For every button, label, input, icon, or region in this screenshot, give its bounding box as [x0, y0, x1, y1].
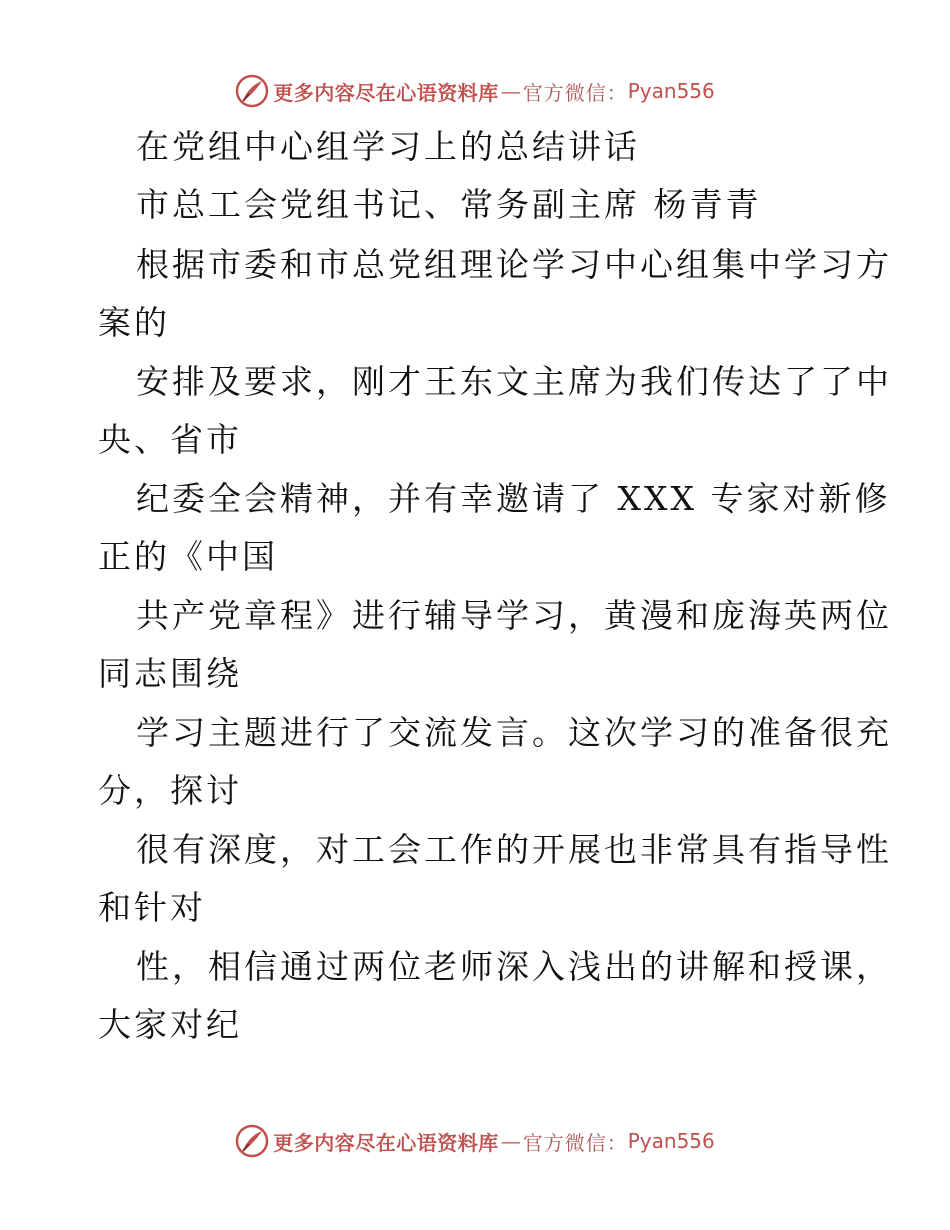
header-banner: [0, 71, 950, 111]
doc-line: 分，探讨: [98, 771, 242, 810]
doc-line: 共产党章程》进行辅导学习，黄漫和庞海英两位: [136, 596, 892, 635]
doc-line: 根据市委和市总党组理论学习中心组集中学习方: [136, 245, 892, 284]
doc-line: 央、省市: [98, 420, 242, 459]
doc-line: 和针对: [98, 888, 206, 927]
doc-line: 安排及要求，刚才王东文主席为我们传达了了中: [136, 362, 892, 401]
doc-line: 纪委全会精神，并有幸邀请了 XXX 专家对新修: [136, 479, 891, 518]
doc-line: 很有深度，对工会工作的开展也非常具有指导性: [136, 830, 892, 869]
banner-title: 更多内容尽在心语资料库: [273, 1130, 499, 1155]
wechat-id: Pyan556: [627, 79, 715, 103]
doc-line: 同志围绕: [98, 654, 242, 693]
wechat-id: Pyan556: [627, 1129, 715, 1153]
doc-author: 市总工会党组书记、常务副主席 杨青青: [136, 185, 762, 224]
doc-title: 在党组中心组学习上的总结讲话: [136, 127, 640, 166]
doc-line: 大家对纪: [98, 1005, 242, 1044]
doc-line: 案的: [98, 303, 170, 342]
banner-separator: —: [500, 79, 521, 103]
banner-separator: —: [500, 1129, 521, 1153]
wechat-label: 官方微信：: [522, 80, 628, 105]
doc-line: 性，相信通过两位老师深入浅出的讲解和授课，: [136, 947, 892, 986]
feather-pen-logo-icon: [235, 1124, 269, 1158]
doc-line: 学习主题进行了交流发言。这次学习的准备很充: [136, 713, 892, 752]
doc-line: 正的《中国: [98, 537, 278, 576]
footer-banner: [0, 1121, 950, 1161]
feather-pen-logo-icon: [235, 74, 269, 108]
banner-title: 更多内容尽在心语资料库: [273, 80, 499, 105]
wechat-label: 官方微信：: [522, 1130, 628, 1155]
